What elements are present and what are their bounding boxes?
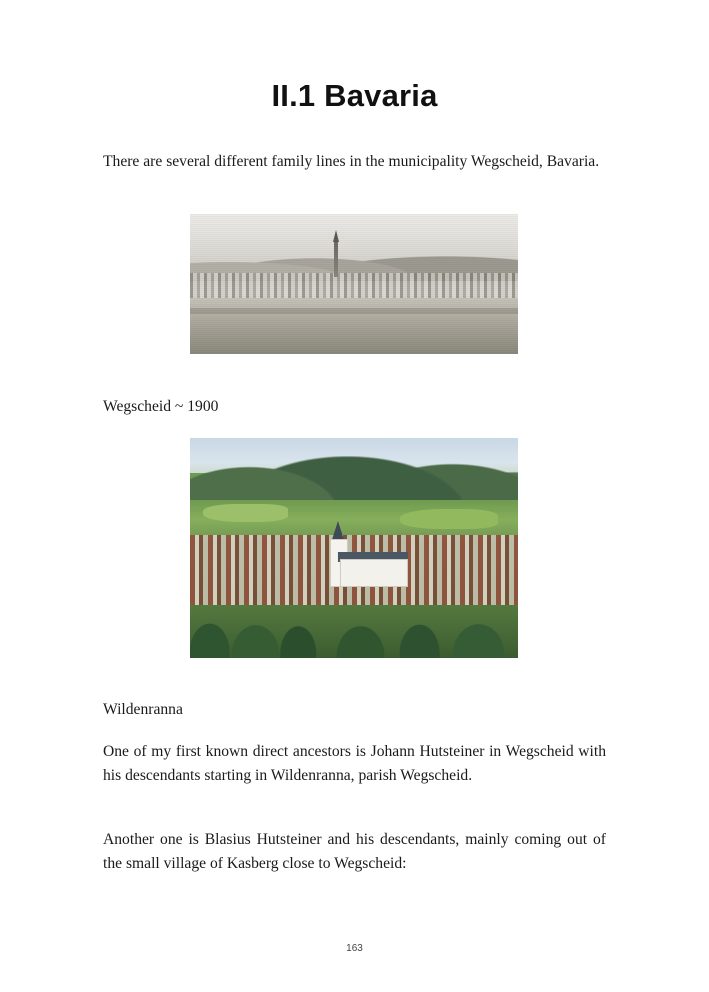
- historic-photo-grain-overlay: [190, 214, 518, 354]
- historic-photo-wegscheid: [190, 214, 518, 354]
- figure-caption-historic: Wegscheid ~ 1900: [103, 398, 219, 415]
- blasius-paragraph-block: [103, 828, 606, 876]
- figure-modern-photo: [190, 438, 518, 658]
- modern-photo-foreground-trees: [190, 605, 518, 658]
- intro-paragraph: There are several different family lines in the municipality Wegscheid, Bavaria.: [103, 153, 600, 170]
- figure-historic-photo: [190, 214, 518, 354]
- page-title: II.1 Bavaria: [271, 78, 438, 113]
- modern-photo-church-nave: [340, 559, 408, 587]
- johann-paragraph-block: [103, 740, 606, 788]
- modern-photo-church: [322, 535, 408, 587]
- section-heading-wildenranna: Wildenranna: [103, 701, 183, 718]
- modern-photo-wegscheid: [190, 438, 518, 658]
- intro-paragraph-block: [103, 150, 606, 174]
- johann-paragraph: One of my first known direct ancestors is Johann Hutsteiner in Wegscheid with his descendants starting in Wildenranna, parish Wegscheid.: [103, 743, 606, 785]
- page-number: 163: [346, 943, 363, 954]
- blasius-paragraph: Another one is Blasius Hutsteiner and his descendants, mainly coming out of the small village of Kasberg close to Wegscheid:: [103, 831, 606, 873]
